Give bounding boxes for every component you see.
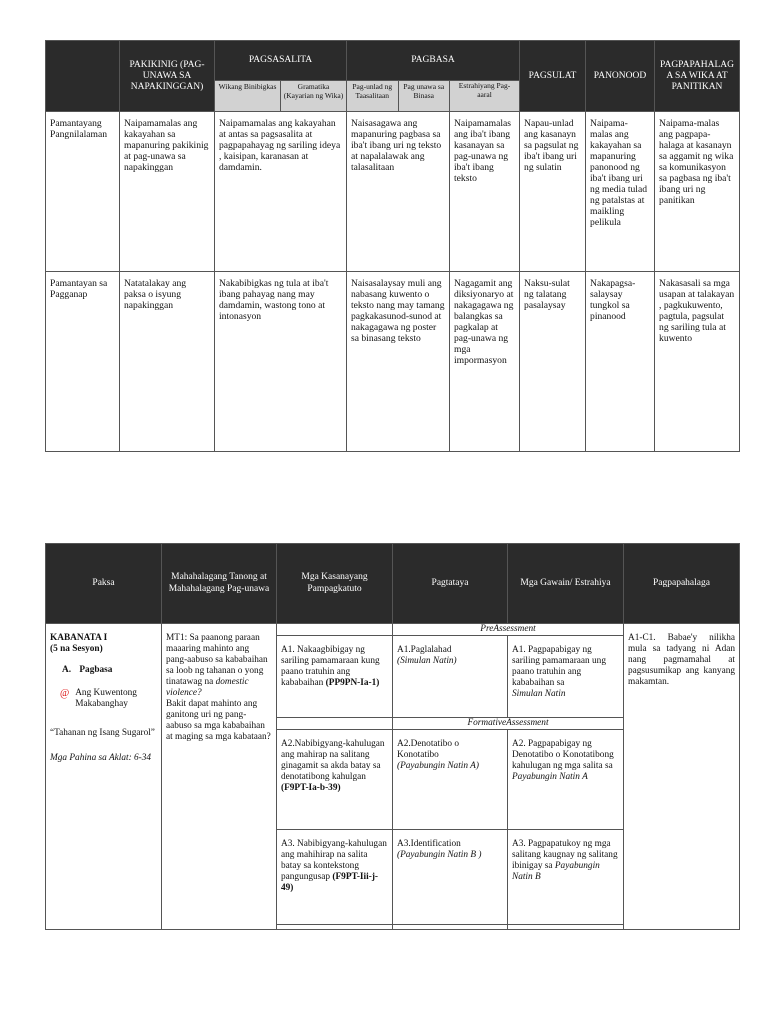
list-item: A. Pagbasa (62, 665, 113, 675)
tanong-cell (162, 624, 277, 930)
bullet-icon: @ (60, 688, 70, 699)
kasanayan-cell: A3. Nabibigyang-kahulugan ang mahihirap na salita batay sa kontekstong pangungusap (F9PT-Iii-j-49) (277, 830, 393, 925)
tanong-text2: Bakit dapat mahinto ang ganitong uri ng pang- aabuso sa mga kababaihan at maging sa mga kabataan? (166, 699, 271, 742)
header-gawain: Mga Gawain/ Estrahiya (508, 544, 624, 624)
cell-pakikinig: Natatalakay ang paksa o isyung napakinggan (120, 272, 215, 452)
standards-table (45, 40, 740, 452)
pagtataya-cell: A3.Identification (Payabungin Natin B ) (393, 830, 508, 925)
cell-pagsasalita: Nakabibigkas ng tula at iba't ibang pahayag nang may damdamin, wastong tono at intonasyon (215, 272, 347, 452)
header-pagtataya: Pagtataya (393, 544, 508, 624)
header-paksa: Paksa (46, 544, 162, 624)
subheader-pagunlad: Pag-unlad ng Taasalitaan (347, 81, 399, 111)
subheader-gramatika: Gramatika (Kayarian ng Wika) (283, 82, 344, 100)
gawain-cell: A2. Pagpapabigay ng Denotatibo o Konotatibong kahulugan ng mga salita sa Payabungin Natin A (508, 730, 624, 830)
header-pagsasalita: PAGSASALITA (215, 41, 347, 81)
lesson-plan-table (45, 543, 740, 930)
tanong-text1: MT1: Sa paanong paraan maaaring mahinto ang pang-aabuso sa kababaihan sa loob ng tahanan o yong tinatawag na (166, 633, 268, 687)
subheader-estrahiya: Estrahiyang Pag-aaral (450, 81, 520, 112)
pagtataya-cell: A2.Denotatibo o Konotatibo (Payabungin Natin A) (393, 730, 508, 830)
preassessment-label: PreAssessment (393, 624, 624, 636)
gawain-cell: A1. Pagpapabigay ng sariling pamamaraan ung paano tratuhin ang kababaihan sa Simulan Natin (508, 636, 624, 718)
cell-pagbasa: Naisasalaysay muli ang nabasang kuwento o teksto nang may tamang pagkakasunod-sunod at nakagagawa ng poster sa binasang teksto (347, 272, 450, 452)
competency-code: (F9PT-Iii-j-49) (281, 872, 379, 893)
kasanayan-cell: A2.Nabibigyang-kahulugan ang mahirap na salitang ginagamit sa akda batay sa denotatibong kahulgan (F9PT-Ia-b-39) (277, 730, 393, 830)
row-label: Pamantayan sa Pagganap (46, 272, 120, 452)
cell-estrahiya: Nagagamit ang diksiyonaryo at nakagagawa ng balangkas sa pagkalap at pag-unawa ng mga impormasyon (450, 272, 520, 452)
competency-code: (PP9PN-Ia-1) (325, 678, 380, 688)
list-item (60, 688, 157, 710)
subheader-pagunawa: Pag unawa sa Binasa (403, 82, 445, 100)
table-row (46, 112, 740, 272)
header-pagpapahalaga: PAGPAPAHALAG A SA WIKA AT PANITIKAN (655, 41, 740, 112)
header-pakikinig: PAKIKINIG (PAG-UNAWA SA NAPAKINGGAN) (120, 41, 215, 112)
subheader-pagsasalita (215, 81, 347, 112)
competency-code: (F9PT-Ia-b-39) (281, 783, 341, 793)
table-row (46, 272, 740, 452)
paksa-cell (46, 624, 162, 930)
gawain-cell: A3. Pagpapatukoy ng mga salitang kaugnay ng salitang ibinigay sa Payabungin Natin B (508, 830, 624, 925)
subheader-wikang: Wikang Binibigkas (215, 81, 281, 111)
cell-pakikinig: Naipamamalas ang kakayahan sa mapanuring pakikinig at pag-unawa sa napakinggan (120, 112, 215, 272)
cell-pagsulat: Naksu-sulat ng talatang pasalaysay (520, 272, 586, 452)
cell-pagsasalita: Naipamamalas ang kakayahan at antas sa pagsasalita at pagpapahayag ng sariling ideya , kaisipan, karanasan at damdamin. (215, 112, 347, 272)
kabanata-title: KABANATA I (50, 633, 108, 643)
cell-pagbasa: Naisasagawa ang mapanuring pagbasa sa iba't ibang uri ng teksto at napalalawak ang talasalitaan (347, 112, 450, 272)
subheader-pagbasa (347, 81, 450, 112)
kasanayan-empty (277, 624, 393, 636)
story-title: “Tahanan ng Isang Sugarol” (50, 728, 155, 738)
header-tanong: Mahahalagang Tanong at Mahahalagang Pag-unawa (162, 544, 277, 624)
spacer-cell (508, 925, 624, 930)
cell-panonood: Naipama-malas ang kakayahan sa mapanuring panonood ng iba't ibang uri ng media tulad ng patalstas at maikling pelikula (586, 112, 655, 272)
sesyon-label: (5 na Sesyon) (50, 644, 103, 654)
formative-label: FormativeAssessment (393, 718, 624, 730)
cell-pagsulat: Napau-unlad ang kasanayn sa pagsulat ng iba't ibang uri ng sulatin (520, 112, 586, 272)
cell-panonood: Nakapagsa-salaysay tungkol sa pinanood (586, 272, 655, 452)
bullet-text: Ang Kuwentong Makabanghay (75, 688, 137, 709)
cell-pagpapahalaga: Naipama-malas ang pagpapa-halaga at kasanayn sa aggamit ng wika sa komunikasyon sa pagbasa ng iba't ibang uri ng panitikan (655, 112, 740, 272)
tanong-italic: domestic violence? (166, 677, 249, 698)
header-pagpapahalaga: Pagpapahalaga (624, 544, 740, 624)
kasanayan-empty (277, 718, 393, 730)
header-blank (46, 41, 120, 112)
spacer-cell (277, 925, 393, 930)
cell-estrahiya: Naipamamalas ang iba't ibang kasanayan sa pag-unawa ng iba't ibang teksto (450, 112, 520, 272)
pagtataya-cell: A1.Paglalahad (Simulan Natin) (393, 636, 508, 718)
header-pagsulat: PAGSULAT (520, 41, 586, 112)
kasanayan-cell: A1. Nakaagbibigay ng sariling pamamaraan kung paano tratuhin ang kababaihan (PP9PN-Ia-1) (277, 636, 393, 718)
row-label: Pamantayang Pangnilalaman (46, 112, 120, 272)
header-kasanayan: Mga Kasanayang Pampagkatuto (277, 544, 393, 624)
header-panonood: PANONOOD (586, 41, 655, 112)
cell-pagpapahalaga: Nakasasali sa mga usapan at talakayan , pagkukuwento, pagtula, pagsulat ng sariling tula at kuwento (655, 272, 740, 452)
pagbasa-label: Pagbasa (79, 665, 113, 675)
pages-label: Mga Pahina sa Aklat: 6-34 (50, 753, 152, 763)
spacer-cell (393, 925, 508, 930)
pagpapahalaga-cell: A1-C1. Babae'y nilikha mula sa tadyang ni Adan nang pagmamahal at pagsusumikap ang kanyang makamtan. (624, 624, 740, 930)
header-pagbasa: PAGBASA (347, 41, 520, 81)
